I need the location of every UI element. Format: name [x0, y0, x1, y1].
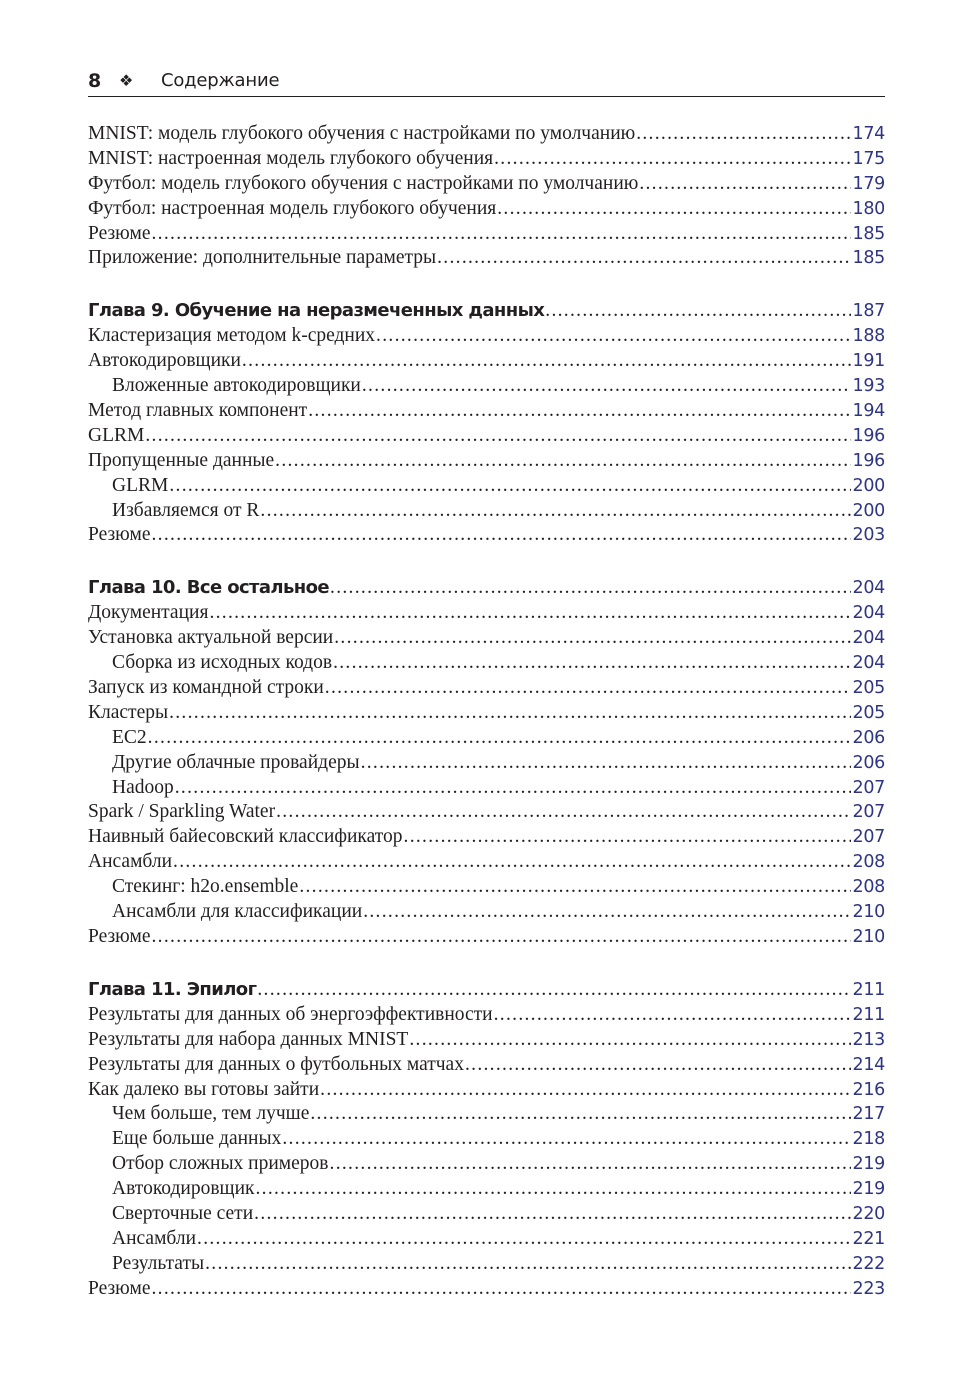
toc-entry-title: Сборка из исходных кодов	[88, 651, 333, 676]
toc-page-number[interactable]: 174	[852, 124, 885, 144]
toc-entry-title: Приложение: дополнительные параметры	[88, 246, 437, 271]
toc-subentry[interactable]	[88, 1227, 885, 1252]
toc-page-number[interactable]: 220	[852, 1203, 885, 1224]
toc-entry-title: GLRM	[88, 474, 169, 499]
toc-page-number[interactable]: 211	[852, 1004, 885, 1025]
dot-leader	[282, 1127, 851, 1152]
toc-page-number[interactable]: 208	[852, 877, 885, 898]
running-header	[88, 66, 885, 97]
toc-subentry[interactable]	[88, 651, 885, 676]
dot-leader	[257, 978, 851, 1003]
toc-page-number[interactable]: 185	[852, 223, 885, 244]
dot-leader	[320, 1078, 851, 1103]
dot-leader	[376, 324, 851, 349]
toc-page-number[interactable]: 210	[852, 902, 885, 923]
toc-entry-title: Чем больше, тем лучше	[88, 1102, 310, 1127]
dot-leader	[152, 1277, 852, 1302]
dot-leader	[205, 1252, 851, 1277]
dot-leader	[361, 751, 852, 776]
toc-page-number[interactable]: 204	[852, 628, 885, 649]
toc-entry-title: MNIST: настроенная модель глубокого обучения	[88, 147, 494, 172]
toc-chapter-heading[interactable]	[88, 297, 885, 324]
toc-entry[interactable]	[88, 601, 885, 626]
toc-entry[interactable]	[88, 925, 885, 950]
toc-entry[interactable]	[88, 324, 885, 349]
dot-leader	[209, 601, 851, 626]
toc-entry[interactable]	[88, 424, 885, 449]
toc-entry-title: Отбор сложных примеров	[88, 1152, 330, 1177]
dot-leader	[494, 147, 851, 172]
toc-page-number[interactable]: 206	[852, 727, 885, 748]
toc-entry[interactable]	[88, 399, 885, 424]
toc-entry[interactable]	[88, 1078, 885, 1103]
toc-entry[interactable]	[88, 1277, 885, 1302]
toc-page-number[interactable]: 180	[852, 198, 885, 219]
toc-chapter-heading[interactable]	[88, 574, 885, 601]
toc-entry-title: Автокодировщик	[88, 1177, 255, 1202]
toc-entry-title: Глава 9. Обучение на неразмеченных данных	[88, 297, 545, 324]
toc-entry-title: Вложенные автокодировщики	[88, 374, 362, 399]
toc-subentry[interactable]	[88, 776, 885, 801]
toc-entry-title: Результаты	[88, 1252, 205, 1277]
toc-entry[interactable]	[88, 197, 885, 222]
toc-entry-title: Резюме	[88, 1277, 152, 1302]
dot-leader	[409, 1028, 851, 1053]
dot-leader	[404, 825, 852, 850]
dot-leader	[148, 726, 852, 751]
toc-subentry[interactable]	[88, 900, 885, 925]
toc-entry-title: Ансамбли	[88, 850, 173, 875]
toc-page-number[interactable]: 223	[852, 1278, 885, 1299]
toc-entry-title: Футбол: модель глубокого обучения с настройками по умолчанию	[88, 172, 639, 197]
toc-page-number[interactable]: 206	[852, 752, 885, 773]
toc-entry-title: Как далеко вы готовы зайти	[88, 1078, 320, 1103]
dot-leader	[169, 701, 851, 726]
dot-leader	[325, 676, 852, 701]
toc-subentry[interactable]	[88, 1152, 885, 1177]
toc-page-number[interactable]: 219	[852, 1179, 885, 1200]
toc-page-number[interactable]: 221	[852, 1228, 885, 1249]
dot-leader	[362, 374, 852, 399]
page-number: 8	[88, 70, 102, 92]
toc-entry[interactable]	[88, 523, 885, 548]
dot-leader	[437, 246, 851, 271]
dot-leader	[260, 499, 851, 524]
toc-page-number[interactable]: 196	[852, 450, 885, 471]
toc-page-number[interactable]: 196	[852, 425, 885, 446]
dot-leader	[173, 850, 851, 875]
toc-subentry[interactable]	[88, 751, 885, 776]
toc-page-number[interactable]: 207	[852, 802, 885, 823]
dot-leader	[197, 1227, 851, 1252]
toc-entry-title: GLRM	[88, 424, 145, 449]
dot-leader	[308, 399, 851, 424]
toc-entry[interactable]	[88, 850, 885, 875]
dot-leader	[330, 1152, 852, 1177]
toc-page-number[interactable]: 219	[852, 1154, 885, 1175]
toc-page-number[interactable]: 213	[852, 1029, 885, 1050]
dot-leader	[639, 172, 851, 197]
toc-entry[interactable]	[88, 1003, 885, 1028]
toc-subentry[interactable]	[88, 1127, 885, 1152]
toc-entry-title: Ансамбли для классификации	[88, 900, 363, 925]
toc-entry-title: Избавляемся от R	[88, 499, 260, 524]
toc-subentry[interactable]	[88, 1102, 885, 1127]
toc-page-number[interactable]: 217	[852, 1104, 885, 1125]
toc-page-number[interactable]: 194	[852, 401, 885, 422]
toc-page-number[interactable]: 191	[852, 351, 885, 372]
toc-entry[interactable]	[88, 701, 885, 726]
dot-leader	[152, 222, 852, 247]
toc-subentry[interactable]	[88, 726, 885, 751]
dot-leader	[636, 122, 851, 147]
toc-page-number[interactable]: 187	[852, 301, 885, 322]
toc-page-number[interactable]: 185	[852, 248, 885, 269]
toc-entry[interactable]	[88, 800, 885, 825]
toc-subentry[interactable]	[88, 1202, 885, 1227]
table-of-contents	[88, 122, 885, 1302]
dot-leader	[465, 1053, 852, 1078]
toc-chapter-heading[interactable]	[88, 976, 885, 1003]
dot-leader	[242, 349, 852, 374]
toc-page-number[interactable]: 211	[852, 979, 885, 1000]
ornament-icon: ❖	[119, 71, 134, 90]
toc-page-number[interactable]: 216	[852, 1079, 885, 1100]
toc-entry-title: Spark / Sparkling Water	[88, 800, 276, 825]
toc-entry[interactable]	[88, 449, 885, 474]
toc-entry-title: Глава 10. Все остальное	[88, 574, 330, 601]
toc-entry-title: Запуск из командной строки	[88, 676, 325, 701]
toc-entry[interactable]	[88, 349, 885, 374]
dot-leader	[545, 299, 851, 324]
toc-page-number[interactable]: 207	[852, 777, 885, 798]
toc-entry-title: Другие облачные провайдеры	[88, 751, 361, 776]
running-title: Содержание	[161, 70, 280, 91]
toc-page-number[interactable]: 193	[852, 376, 885, 397]
toc-entry[interactable]	[88, 676, 885, 701]
dot-leader	[175, 776, 852, 801]
toc-page-number[interactable]: 204	[852, 603, 885, 624]
toc-entry-title: Резюме	[88, 222, 152, 247]
toc-entry-title: Кластеризация методом k-средних	[88, 324, 376, 349]
toc-entry[interactable]	[88, 147, 885, 172]
toc-entry-title: Документация	[88, 601, 209, 626]
dot-leader	[334, 626, 851, 651]
dot-leader	[299, 875, 851, 900]
toc-entry-title: Результаты для данных об энергоэффективности	[88, 1003, 494, 1028]
toc-entry[interactable]	[88, 222, 885, 247]
toc-entry-title: Футбол: настроенная модель глубокого обучения	[88, 197, 497, 222]
toc-entry-title: Автокодировщики	[88, 349, 242, 374]
toc-page-number[interactable]: 205	[852, 702, 885, 723]
dot-leader	[330, 576, 851, 601]
dot-leader	[152, 925, 852, 950]
toc-entry[interactable]	[88, 1053, 885, 1078]
toc-page-number[interactable]: 179	[852, 173, 885, 194]
dot-leader	[363, 900, 851, 925]
dot-leader	[333, 651, 851, 676]
toc-subentry[interactable]	[88, 1177, 885, 1202]
toc-entry-title: EC2	[88, 726, 148, 751]
toc-subentry[interactable]	[88, 374, 885, 399]
toc-entry-title: Глава 11. Эпилог	[88, 976, 257, 1003]
toc-entry-title: Стекинг: h2o.ensemble	[88, 875, 299, 900]
toc-page-number[interactable]: 188	[852, 326, 885, 347]
toc-page-number[interactable]: 175	[852, 148, 885, 169]
toc-page-number[interactable]: 200	[852, 475, 885, 496]
dot-leader	[169, 474, 851, 499]
dot-leader	[276, 800, 851, 825]
toc-entry-title: Резюме	[88, 523, 152, 548]
toc-entry-title: Метод главных компонент	[88, 399, 308, 424]
toc-page-number[interactable]: 207	[852, 827, 885, 848]
toc-page-number[interactable]: 208	[852, 852, 885, 873]
toc-entry-title: Hadoop	[88, 776, 175, 801]
toc-entry-title: Резюме	[88, 925, 152, 950]
toc-entry-title: Пропущенные данные	[88, 449, 275, 474]
toc-entry-title: Установка актуальной версии	[88, 626, 334, 651]
toc-subentry[interactable]	[88, 875, 885, 900]
toc-entry[interactable]	[88, 172, 885, 197]
toc-entry-title: Результаты для данных о футбольных матчах	[88, 1053, 465, 1078]
toc-entry-title: Еще больше данных	[88, 1127, 282, 1152]
dot-leader	[255, 1177, 851, 1202]
dot-leader	[275, 449, 851, 474]
toc-subentry[interactable]	[88, 1252, 885, 1277]
dot-leader	[497, 197, 851, 222]
toc-page-number[interactable]: 205	[852, 678, 885, 699]
toc-entry-title: Результаты для набора данных MNIST	[88, 1028, 409, 1053]
toc-page-number[interactable]: 200	[852, 500, 885, 521]
toc-entry-title: MNIST: модель глубокого обучения с настройками по умолчанию	[88, 122, 636, 147]
toc-entry[interactable]	[88, 825, 885, 850]
toc-subentry[interactable]	[88, 499, 885, 524]
toc-subentry[interactable]	[88, 474, 885, 499]
toc-entry-title: Ансамбли	[88, 1227, 197, 1252]
dot-leader	[254, 1202, 851, 1227]
toc-entry[interactable]	[88, 246, 885, 271]
toc-page-number[interactable]: 204	[852, 578, 885, 599]
dot-leader	[310, 1102, 851, 1127]
dot-leader	[152, 523, 852, 548]
toc-page-number[interactable]: 218	[852, 1129, 885, 1150]
toc-entry-title: Наивный байесовский классификатор	[88, 825, 404, 850]
toc-page-number[interactable]: 210	[852, 926, 885, 947]
dot-leader	[494, 1003, 852, 1028]
toc-entry[interactable]	[88, 1028, 885, 1053]
toc-entry[interactable]	[88, 626, 885, 651]
toc-entry-title: Кластеры	[88, 701, 169, 726]
toc-entry[interactable]	[88, 122, 885, 147]
toc-entry-title: Сверточные сети	[88, 1202, 254, 1227]
toc-page-number[interactable]: 204	[852, 653, 885, 674]
toc-page-number[interactable]: 203	[852, 525, 885, 546]
toc-page-number[interactable]: 214	[852, 1054, 885, 1075]
toc-page-number[interactable]: 222	[852, 1253, 885, 1274]
dot-leader	[145, 424, 851, 449]
